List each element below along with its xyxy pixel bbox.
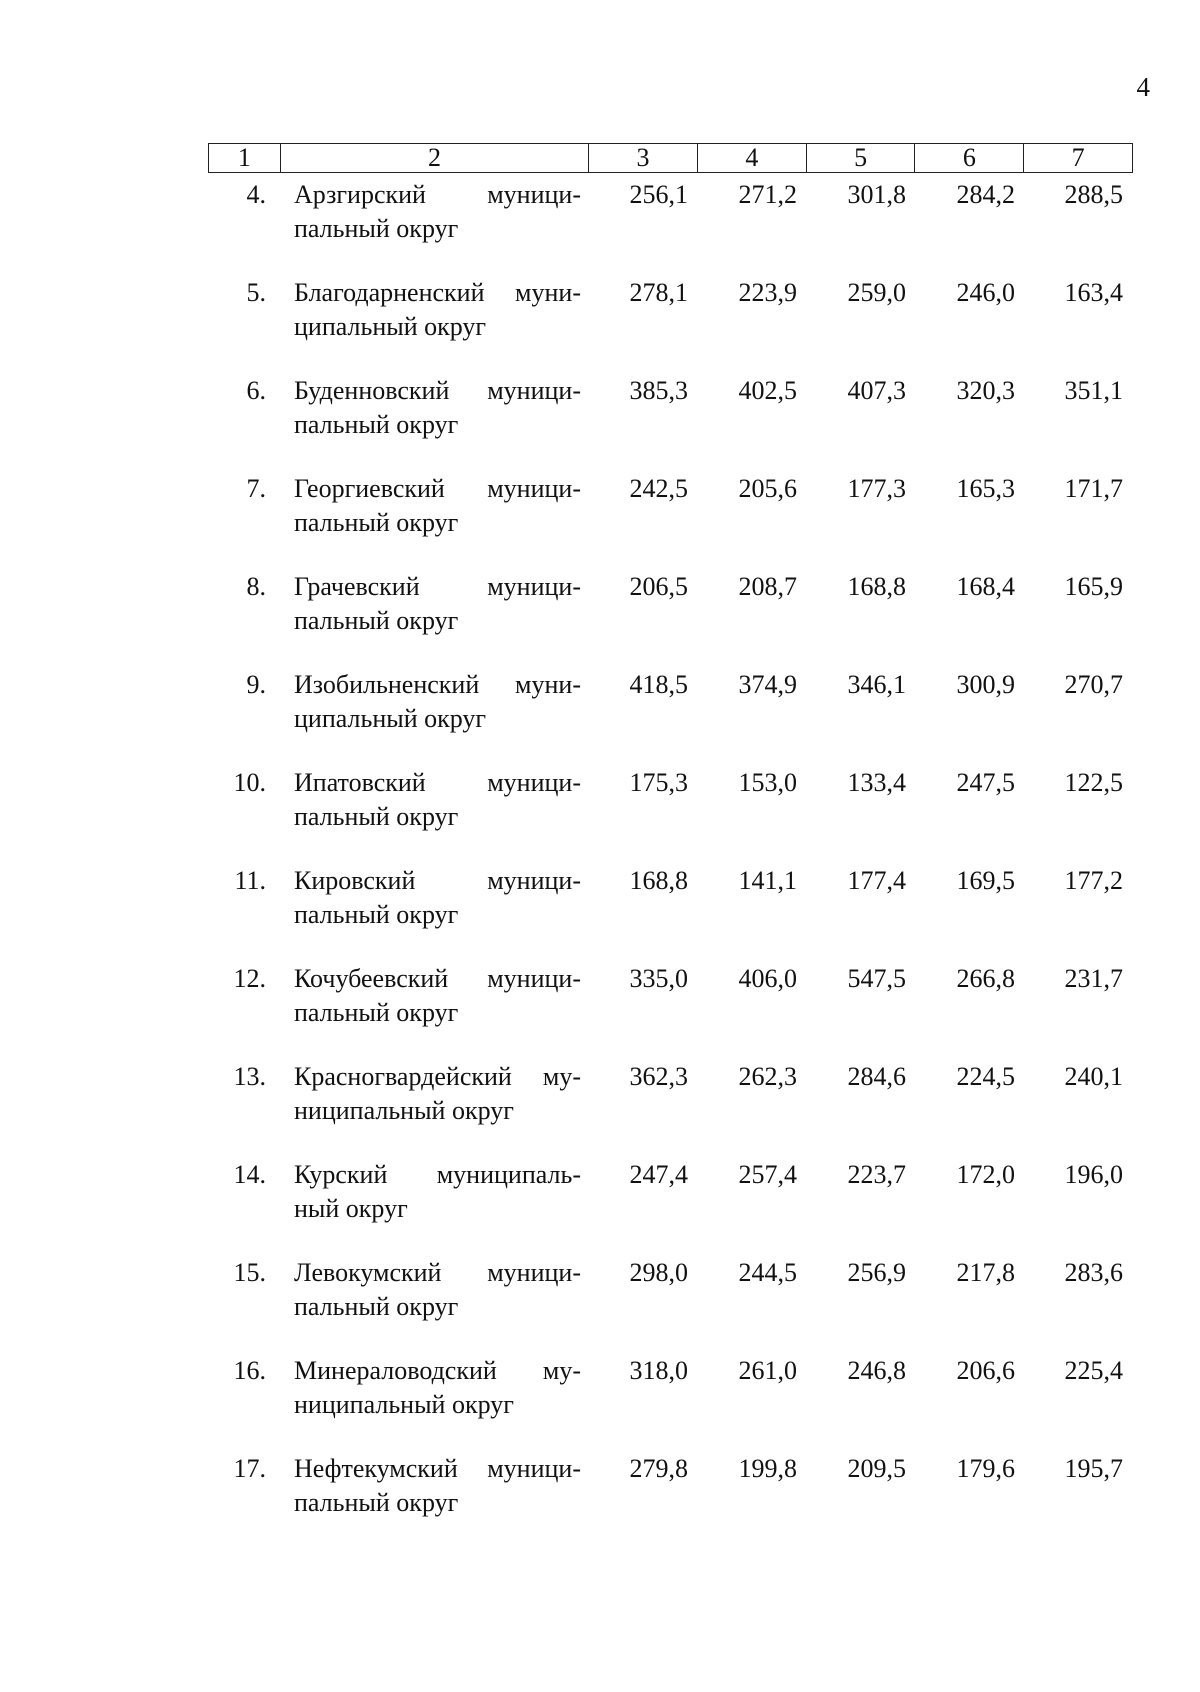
value-col-5: 259,0 — [847, 278, 906, 307]
value-col-4: 261,0 — [738, 1356, 797, 1385]
value-col-5: 168,8 — [847, 572, 906, 601]
value-col-7: 196,0 — [1064, 1160, 1123, 1189]
district-name — [280, 1354, 589, 1452]
district-name-line-2: пальный округ — [294, 606, 459, 635]
value-col-4: 244,5 — [738, 1258, 797, 1287]
table-row — [208, 766, 1133, 864]
page-number: 4 — [1136, 72, 1150, 102]
value-col-5: 346,1 — [847, 670, 906, 699]
table-row — [208, 374, 1133, 472]
value-col-6: 179,6 — [956, 1454, 1015, 1483]
district-name — [280, 374, 589, 472]
district-name-line-2: пальный округ — [294, 900, 459, 929]
value-col-4: 257,4 — [738, 1160, 797, 1189]
value-col-7: 288,5 — [1064, 180, 1123, 209]
value-col-5: 223,7 — [847, 1160, 906, 1189]
value-col-5: 547,5 — [847, 964, 906, 993]
value-col-3: 278,1 — [629, 278, 688, 307]
value-col-3: 418,5 — [629, 670, 688, 699]
value-col-5: 133,4 — [847, 768, 906, 797]
column-header-4: 4 — [698, 144, 807, 172]
column-header-6: 6 — [915, 144, 1024, 172]
district-name-line-2: ципальный округ — [294, 312, 487, 341]
value-col-7: 283,6 — [1064, 1258, 1123, 1287]
district-name-line-2: ный округ — [294, 1194, 408, 1223]
table-row — [208, 472, 1133, 570]
district-name-line-1: Левокумский муници- — [294, 1258, 581, 1287]
table-row — [208, 570, 1133, 668]
value-col-3: 298,0 — [629, 1258, 688, 1287]
district-name-line-1: Кировский муници- — [294, 866, 581, 895]
value-col-4: 374,9 — [738, 670, 797, 699]
table-row — [208, 1452, 1133, 1550]
district-name — [280, 276, 589, 374]
value-col-5: 256,9 — [847, 1258, 906, 1287]
row-number: 5. — [246, 278, 266, 307]
value-col-5: 284,6 — [847, 1062, 906, 1091]
value-col-3: 247,4 — [629, 1160, 688, 1189]
row-number: 14. — [233, 1160, 266, 1189]
district-name-line-1: Ипатовский муници- — [294, 768, 581, 797]
district-name-line-2: пальный округ — [294, 802, 459, 831]
value-col-6: 266,8 — [956, 964, 1015, 993]
row-number: 17. — [233, 1454, 266, 1483]
value-col-4: 205,6 — [738, 474, 797, 503]
district-name — [280, 1452, 589, 1550]
row-number: 15. — [233, 1258, 266, 1287]
value-col-6: 165,3 — [956, 474, 1015, 503]
table-row — [208, 276, 1133, 374]
table-row — [208, 1060, 1133, 1158]
district-name-line-1: Грачевский муници- — [294, 572, 581, 601]
row-number: 4. — [246, 180, 266, 209]
district-name-line-1: Нефтекумский муници- — [294, 1454, 581, 1483]
value-col-7: 165,9 — [1064, 572, 1123, 601]
value-col-7: 270,7 — [1064, 670, 1123, 699]
district-name — [280, 1256, 589, 1354]
row-number: 12. — [233, 964, 266, 993]
table-row — [208, 178, 1133, 276]
table-row — [208, 1256, 1133, 1354]
district-name-line-2: пальный округ — [294, 1292, 459, 1321]
row-number: 16. — [233, 1356, 266, 1385]
row-number: 13. — [233, 1062, 266, 1091]
district-name — [280, 668, 589, 766]
table-row — [208, 1158, 1133, 1256]
district-name — [280, 864, 589, 962]
value-col-5: 177,4 — [847, 866, 906, 895]
value-col-6: 320,3 — [956, 376, 1015, 405]
column-header-1: 1 — [209, 144, 281, 172]
district-name-line-1: Буденновский муници- — [294, 376, 581, 405]
value-col-4: 141,1 — [738, 866, 797, 895]
value-col-4: 223,9 — [738, 278, 797, 307]
value-col-7: 351,1 — [1064, 376, 1123, 405]
value-col-7: 163,4 — [1064, 278, 1123, 307]
district-name — [280, 962, 589, 1060]
value-col-7: 195,7 — [1064, 1454, 1123, 1483]
value-col-6: 206,6 — [956, 1356, 1015, 1385]
value-col-3: 335,0 — [629, 964, 688, 993]
district-name-line-1: Георгиевский муници- — [294, 474, 581, 503]
table-body — [208, 178, 1133, 1550]
value-col-6: 247,5 — [956, 768, 1015, 797]
value-col-6: 300,9 — [956, 670, 1015, 699]
district-name-line-2: пальный округ — [294, 998, 459, 1027]
district-name-line-2: пальный округ — [294, 214, 459, 243]
column-header-7: 7 — [1071, 143, 1085, 172]
value-col-5: 407,3 — [847, 376, 906, 405]
value-col-7: 122,5 — [1064, 768, 1123, 797]
value-col-3: 242,5 — [629, 474, 688, 503]
value-col-7: 171,7 — [1064, 474, 1123, 503]
district-name-line-1: Благодарненский муни- — [294, 278, 581, 307]
district-name — [280, 1158, 589, 1256]
value-col-5: 301,8 — [847, 180, 906, 209]
value-col-3: 256,1 — [629, 180, 688, 209]
table-header-row — [208, 143, 1133, 173]
district-name-line-2: пальный округ — [294, 1488, 459, 1517]
value-col-7: 177,2 — [1064, 866, 1123, 895]
value-col-5: 209,5 — [847, 1454, 906, 1483]
value-col-4: 262,3 — [738, 1062, 797, 1091]
district-name-line-2: пальный округ — [294, 410, 459, 439]
value-col-4: 208,7 — [738, 572, 797, 601]
column-header-5: 5 — [807, 144, 916, 172]
value-col-7: 225,4 — [1064, 1356, 1123, 1385]
row-number: 11. — [234, 866, 266, 895]
table-row — [208, 962, 1133, 1060]
value-col-3: 168,8 — [629, 866, 688, 895]
value-col-6: 169,5 — [956, 866, 1015, 895]
value-col-3: 175,3 — [629, 768, 688, 797]
value-col-6: 172,0 — [956, 1160, 1015, 1189]
value-col-6: 168,4 — [956, 572, 1015, 601]
value-col-6: 284,2 — [956, 180, 1015, 209]
value-col-3: 206,5 — [629, 572, 688, 601]
district-name — [280, 178, 589, 276]
row-number: 10. — [233, 768, 266, 797]
district-name-line-1: Кочубеевский муници- — [294, 964, 581, 993]
value-col-6: 224,5 — [956, 1062, 1015, 1091]
value-col-4: 199,8 — [738, 1454, 797, 1483]
value-col-4: 271,2 — [738, 180, 797, 209]
district-name-line-1: Минераловодский му- — [294, 1356, 581, 1385]
value-col-6: 217,8 — [956, 1258, 1015, 1287]
row-number: 9. — [246, 670, 266, 699]
value-col-4: 153,0 — [738, 768, 797, 797]
value-col-6: 246,0 — [956, 278, 1015, 307]
row-number: 7. — [246, 474, 266, 503]
district-name-line-1: Изобильненский муни- — [294, 670, 581, 699]
district-name-line-2: ниципальный округ — [294, 1096, 514, 1125]
value-col-3: 318,0 — [629, 1356, 688, 1385]
district-name — [280, 766, 589, 864]
value-col-4: 406,0 — [738, 964, 797, 993]
value-col-3: 362,3 — [629, 1062, 688, 1091]
value-col-7: 240,1 — [1064, 1062, 1123, 1091]
district-name — [280, 472, 589, 570]
value-col-7: 231,7 — [1064, 964, 1123, 993]
row-number: 6. — [246, 376, 266, 405]
table-row — [208, 864, 1133, 962]
district-name-line-2: пальный округ — [294, 508, 459, 537]
column-header-2: 2 — [281, 144, 589, 172]
value-col-3: 385,3 — [629, 376, 688, 405]
district-name — [280, 1060, 589, 1158]
district-name-line-2: ниципальный округ — [294, 1390, 514, 1419]
table-row — [208, 1354, 1133, 1452]
table-row — [208, 668, 1133, 766]
district-name — [280, 570, 589, 668]
value-col-3: 279,8 — [629, 1454, 688, 1483]
row-number: 8. — [246, 572, 266, 601]
column-header-3: 3 — [589, 144, 698, 172]
district-name-line-1: Красногвардейский му- — [294, 1062, 581, 1091]
value-col-5: 246,8 — [847, 1356, 906, 1385]
district-name-line-1: Арзгирский муници- — [294, 180, 581, 209]
district-name-line-2: ципальный округ — [294, 704, 487, 733]
value-col-5: 177,3 — [847, 474, 906, 503]
value-col-4: 402,5 — [738, 376, 797, 405]
district-name-line-1: Курский муниципаль- — [294, 1160, 581, 1189]
